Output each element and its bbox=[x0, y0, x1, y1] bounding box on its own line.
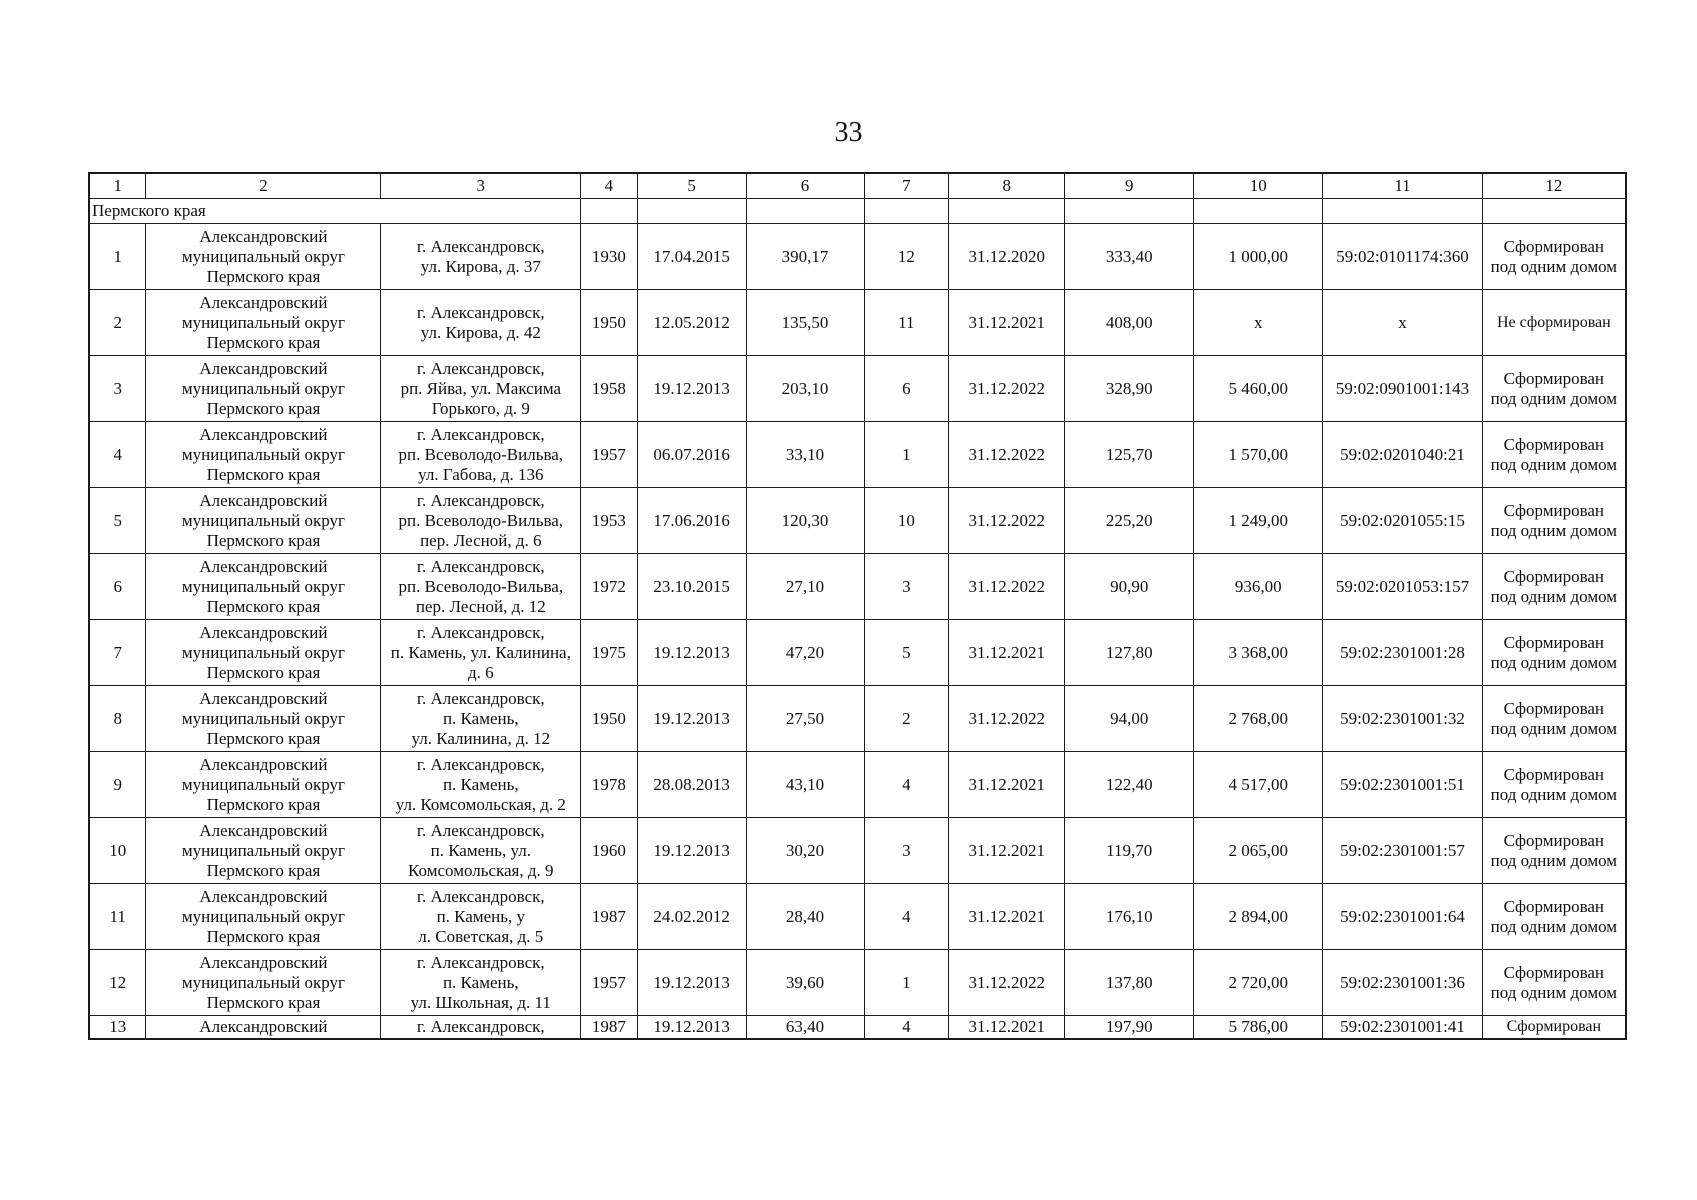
living-area-cell: 30,20 bbox=[746, 818, 864, 884]
land-value-cell: 936,00 bbox=[1194, 554, 1323, 620]
municipality-cell bbox=[146, 488, 381, 554]
inspection-date-cell: 28.08.2013 bbox=[637, 752, 746, 818]
cadastral-number-cell: 59:02:0901001:143 bbox=[1323, 356, 1482, 422]
municipality-cell bbox=[146, 818, 381, 884]
land-status-cell-line: под одним домом bbox=[1490, 586, 1618, 606]
living-area-cell: 120,30 bbox=[746, 488, 864, 554]
address-cell-line: г. Александровск, bbox=[416, 556, 545, 576]
living-area-cell: 28,40 bbox=[746, 884, 864, 950]
address-cell bbox=[381, 884, 581, 950]
address-cell-line: г. Александровск, bbox=[416, 236, 545, 256]
land-area-cell: 137,80 bbox=[1065, 950, 1194, 1016]
resettlement-deadline-cell: 31.12.2021 bbox=[949, 818, 1065, 884]
municipality-cell-line: муниципальный округ bbox=[181, 972, 345, 992]
municipality-cell-line: Пермского края bbox=[206, 662, 321, 682]
municipality-cell-line: муниципальный округ bbox=[181, 246, 345, 266]
address-cell-line: п. Камень, ул. Калинина, bbox=[390, 642, 571, 662]
empty-cell bbox=[746, 199, 864, 224]
empty-cell bbox=[949, 199, 1065, 224]
address-cell bbox=[381, 1016, 581, 1039]
address-cell bbox=[381, 356, 581, 422]
table-row bbox=[90, 422, 1626, 488]
empty-cell bbox=[1065, 199, 1194, 224]
address-cell-line: г. Александровск, bbox=[416, 490, 545, 510]
land-status-cell bbox=[1482, 488, 1625, 554]
inspection-date-cell: 19.12.2013 bbox=[637, 1016, 746, 1039]
municipality-cell-line: Пермского края bbox=[206, 728, 321, 748]
municipality-cell-line: Пермского края bbox=[206, 530, 321, 550]
municipality-cell bbox=[146, 290, 381, 356]
table-row bbox=[90, 752, 1626, 818]
land-status-cell-line: Сформирован bbox=[1503, 368, 1605, 388]
cadastral-number-cell: 59:02:0101174:360 bbox=[1323, 224, 1482, 290]
row-number-cell: 13 bbox=[90, 1016, 146, 1039]
cadastral-number-cell: 59:02:0201040:21 bbox=[1323, 422, 1482, 488]
resettlement-deadline-cell: 31.12.2022 bbox=[949, 554, 1065, 620]
land-status-cell-line: под одним домом bbox=[1490, 388, 1618, 408]
land-value-cell: 2 768,00 bbox=[1194, 686, 1323, 752]
address-cell bbox=[381, 686, 581, 752]
column-header: 6 bbox=[746, 174, 864, 199]
living-area-cell: 43,10 bbox=[746, 752, 864, 818]
land-status-cell-line: Не сформирован bbox=[1496, 313, 1611, 331]
inspection-date-cell: 19.12.2013 bbox=[637, 620, 746, 686]
municipality-cell-line: Александровский bbox=[199, 622, 328, 642]
residents-count-cell: 4 bbox=[864, 884, 949, 950]
land-value-cell: х bbox=[1194, 290, 1323, 356]
land-area-cell: 122,40 bbox=[1065, 752, 1194, 818]
residents-count-cell: 1 bbox=[864, 950, 949, 1016]
residents-count-cell: 6 bbox=[864, 356, 949, 422]
residents-count-cell: 4 bbox=[864, 1016, 949, 1039]
inspection-date-cell: 17.04.2015 bbox=[637, 224, 746, 290]
column-header: 5 bbox=[637, 174, 746, 199]
cadastral-number-cell: 59:02:0201053:157 bbox=[1323, 554, 1482, 620]
address-cell-line: п. Камень, у bbox=[436, 906, 525, 926]
address-cell-line: г. Александровск, bbox=[416, 1017, 545, 1036]
municipality-cell bbox=[146, 224, 381, 290]
land-status-cell-line: под одним домом bbox=[1490, 718, 1618, 738]
land-status-cell bbox=[1482, 1016, 1625, 1039]
address-cell bbox=[381, 488, 581, 554]
cadastral-number-cell: 59:02:2301001:28 bbox=[1323, 620, 1482, 686]
column-header: 11 bbox=[1323, 174, 1482, 199]
land-status-cell bbox=[1482, 818, 1625, 884]
municipality-cell-line: Александровский bbox=[199, 226, 328, 246]
land-status-cell bbox=[1482, 620, 1625, 686]
living-area-cell: 33,10 bbox=[746, 422, 864, 488]
address-cell-line: п. Камень, ул. bbox=[430, 840, 531, 860]
row-number-cell: 5 bbox=[90, 488, 146, 554]
land-status-cell bbox=[1482, 290, 1625, 356]
municipality-cell-line: муниципальный округ bbox=[181, 378, 345, 398]
column-header: 4 bbox=[581, 174, 637, 199]
inspection-date-cell: 06.07.2016 bbox=[637, 422, 746, 488]
cadastral-number-cell: х bbox=[1323, 290, 1482, 356]
land-value-cell: 1 570,00 bbox=[1194, 422, 1323, 488]
land-area-cell: 197,90 bbox=[1065, 1016, 1194, 1039]
land-status-cell bbox=[1482, 356, 1625, 422]
land-status-cell-line: Сформирован bbox=[1503, 434, 1605, 454]
municipality-cell-line: Александровский bbox=[199, 820, 328, 840]
land-area-cell: 328,90 bbox=[1065, 356, 1194, 422]
inspection-date-cell: 19.12.2013 bbox=[637, 356, 746, 422]
address-cell-line: Горького, д. 9 bbox=[431, 398, 530, 418]
resettlement-deadline-cell: 31.12.2022 bbox=[949, 686, 1065, 752]
municipality-cell bbox=[146, 884, 381, 950]
municipality-cell-line: Пермского края bbox=[206, 992, 321, 1012]
land-status-cell-line: Сформирован bbox=[1503, 698, 1605, 718]
municipality-cell-line: муниципальный округ bbox=[181, 774, 345, 794]
cadastral-number-cell: 59:02:0201055:15 bbox=[1323, 488, 1482, 554]
row-number-cell: 2 bbox=[90, 290, 146, 356]
inspection-date-cell: 19.12.2013 bbox=[637, 818, 746, 884]
address-cell-line: рп. Яйва, ул. Максима bbox=[400, 378, 562, 398]
land-value-cell: 2 894,00 bbox=[1194, 884, 1323, 950]
row-number-cell: 1 bbox=[90, 224, 146, 290]
address-cell-line: л. Советская, д. 5 bbox=[418, 926, 544, 946]
municipality-cell-line: Александровский bbox=[199, 1017, 328, 1036]
municipality-cell-line: Александровский bbox=[199, 424, 328, 444]
inspection-date-cell: 24.02.2012 bbox=[637, 884, 746, 950]
resettlement-deadline-cell: 31.12.2021 bbox=[949, 884, 1065, 950]
cadastral-number-cell: 59:02:2301001:36 bbox=[1323, 950, 1482, 1016]
land-status-cell bbox=[1482, 884, 1625, 950]
municipality-cell-line: муниципальный округ bbox=[181, 840, 345, 860]
land-status-cell-line: Сформирован bbox=[1503, 236, 1605, 256]
inspection-date-cell: 19.12.2013 bbox=[637, 686, 746, 752]
living-area-cell: 390,17 bbox=[746, 224, 864, 290]
residents-count-cell: 4 bbox=[864, 752, 949, 818]
table-body bbox=[90, 174, 1626, 1039]
table-row bbox=[90, 356, 1626, 422]
column-header: 7 bbox=[864, 174, 949, 199]
land-status-cell-line: Сформирован bbox=[1503, 500, 1605, 520]
land-status-cell-line: под одним домом bbox=[1490, 982, 1618, 1002]
cadastral-number-cell: 59:02:2301001:57 bbox=[1323, 818, 1482, 884]
land-status-cell-line: Сформирован bbox=[1503, 764, 1605, 784]
inspection-date-cell: 23.10.2015 bbox=[637, 554, 746, 620]
municipality-cell bbox=[146, 686, 381, 752]
build-year-cell: 1972 bbox=[581, 554, 637, 620]
build-year-cell: 1987 bbox=[581, 884, 637, 950]
address-cell-line: г. Александровск, bbox=[416, 754, 545, 774]
living-area-cell: 47,20 bbox=[746, 620, 864, 686]
municipality-cell bbox=[146, 356, 381, 422]
cadastral-number-cell: 59:02:2301001:51 bbox=[1323, 752, 1482, 818]
residents-count-cell: 3 bbox=[864, 818, 949, 884]
land-value-cell: 1 249,00 bbox=[1194, 488, 1323, 554]
municipality-cell-line: Александровский bbox=[199, 556, 328, 576]
build-year-cell: 1987 bbox=[581, 1016, 637, 1039]
address-cell-line: рп. Всеволодо-Вильва, bbox=[398, 576, 564, 596]
table-row bbox=[90, 290, 1626, 356]
column-header: 3 bbox=[381, 174, 581, 199]
municipality-cell-line: муниципальный округ bbox=[181, 708, 345, 728]
row-number-cell: 7 bbox=[90, 620, 146, 686]
municipality-cell-line: Пермского края bbox=[206, 596, 321, 616]
residents-count-cell: 3 bbox=[864, 554, 949, 620]
address-cell-line: г. Александровск, bbox=[416, 688, 545, 708]
land-status-cell-line: под одним домом bbox=[1490, 784, 1618, 804]
row-number-cell: 6 bbox=[90, 554, 146, 620]
land-value-cell: 3 368,00 bbox=[1194, 620, 1323, 686]
table-row bbox=[90, 488, 1626, 554]
land-status-cell-line: под одним домом bbox=[1490, 652, 1618, 672]
address-cell-line: рп. Всеволодо-Вильва, bbox=[398, 510, 564, 530]
living-area-cell: 27,10 bbox=[746, 554, 864, 620]
address-cell-line: г. Александровск, bbox=[416, 622, 545, 642]
land-value-cell: 5 460,00 bbox=[1194, 356, 1323, 422]
municipality-cell-line: Александровский bbox=[199, 952, 328, 972]
address-cell bbox=[381, 950, 581, 1016]
land-status-cell-line: Сформирован bbox=[1503, 566, 1605, 586]
address-cell-line: ул. Школьная, д. 11 bbox=[410, 992, 551, 1012]
land-status-cell bbox=[1482, 422, 1625, 488]
empty-cell bbox=[1323, 199, 1482, 224]
inspection-date-cell: 19.12.2013 bbox=[637, 950, 746, 1016]
residents-count-cell: 5 bbox=[864, 620, 949, 686]
municipality-cell-line: муниципальный округ bbox=[181, 906, 345, 926]
land-status-cell-line: под одним домом bbox=[1490, 454, 1618, 474]
column-header: 12 bbox=[1482, 174, 1625, 199]
empty-cell bbox=[637, 199, 746, 224]
row-number-cell: 8 bbox=[90, 686, 146, 752]
cadastral-number-cell: 59:02:2301001:41 bbox=[1323, 1016, 1482, 1039]
resettlement-deadline-cell: 31.12.2022 bbox=[949, 356, 1065, 422]
living-area-cell: 27,50 bbox=[746, 686, 864, 752]
land-status-cell bbox=[1482, 950, 1625, 1016]
column-header: 10 bbox=[1194, 174, 1323, 199]
municipality-cell-line: Александровский bbox=[199, 490, 328, 510]
column-header: 1 bbox=[90, 174, 146, 199]
municipality-cell-line: Александровский bbox=[199, 688, 328, 708]
municipality-cell-line: Пермского края bbox=[206, 464, 321, 484]
address-cell-line: пер. Лесной, д. 12 bbox=[415, 596, 546, 616]
residents-count-cell: 12 bbox=[864, 224, 949, 290]
living-area-cell: 39,60 bbox=[746, 950, 864, 1016]
municipality-cell bbox=[146, 752, 381, 818]
municipality-cell-line: Пермского края bbox=[206, 398, 321, 418]
inspection-date-cell: 12.05.2012 bbox=[637, 290, 746, 356]
land-value-cell: 2 720,00 bbox=[1194, 950, 1323, 1016]
resettlement-deadline-cell: 31.12.2021 bbox=[949, 1016, 1065, 1039]
address-cell bbox=[381, 554, 581, 620]
address-cell-line: рп. Всеволодо-Вильва, bbox=[398, 444, 564, 464]
municipality-cell-line: Пермского края bbox=[206, 266, 321, 286]
build-year-cell: 1950 bbox=[581, 686, 637, 752]
empty-cell bbox=[1194, 199, 1323, 224]
empty-cell bbox=[581, 199, 637, 224]
municipality-cell-line: Александровский bbox=[199, 358, 328, 378]
region-continuation-row bbox=[90, 199, 1626, 224]
land-status-cell-line: под одним домом bbox=[1490, 916, 1618, 936]
land-status-cell bbox=[1482, 224, 1625, 290]
address-cell bbox=[381, 620, 581, 686]
land-status-cell-line: Сформирован bbox=[1503, 830, 1605, 850]
address-cell bbox=[381, 224, 581, 290]
address-cell-line: пер. Лесной, д. 6 bbox=[420, 530, 542, 550]
residents-count-cell: 2 bbox=[864, 686, 949, 752]
build-year-cell: 1975 bbox=[581, 620, 637, 686]
table-row bbox=[90, 1016, 1626, 1039]
table-row bbox=[90, 818, 1626, 884]
address-cell-line: ул. Кирова, д. 37 bbox=[420, 256, 541, 276]
residents-count-cell: 10 bbox=[864, 488, 949, 554]
municipality-cell-line: муниципальный округ bbox=[181, 576, 345, 596]
address-cell-line: п. Камень, bbox=[442, 774, 519, 794]
row-number-cell: 11 bbox=[90, 884, 146, 950]
table-row bbox=[90, 224, 1626, 290]
land-status-cell-line: под одним домом bbox=[1490, 850, 1618, 870]
land-area-cell: 127,80 bbox=[1065, 620, 1194, 686]
land-status-cell-line: Сформирован bbox=[1503, 632, 1605, 652]
land-status-cell-line: Сформирован bbox=[1503, 962, 1605, 982]
inspection-date-cell: 17.06.2016 bbox=[637, 488, 746, 554]
column-header: 9 bbox=[1065, 174, 1194, 199]
land-value-cell: 2 065,00 bbox=[1194, 818, 1323, 884]
resettlement-deadline-cell: 31.12.2022 bbox=[949, 488, 1065, 554]
address-cell-line: ул. Кирова, д. 42 bbox=[420, 322, 541, 342]
address-cell bbox=[381, 290, 581, 356]
address-cell bbox=[381, 422, 581, 488]
column-number-header-row bbox=[90, 174, 1626, 199]
living-area-cell: 63,40 bbox=[746, 1016, 864, 1039]
municipality-cell bbox=[146, 620, 381, 686]
municipality-cell bbox=[146, 1016, 381, 1039]
resettlement-deadline-cell: 31.12.2021 bbox=[949, 752, 1065, 818]
municipality-cell-line: Пермского края bbox=[206, 926, 321, 946]
municipality-cell-line: муниципальный округ bbox=[181, 642, 345, 662]
address-cell bbox=[381, 752, 581, 818]
land-status-cell-line: Сформирован bbox=[1503, 896, 1605, 916]
address-cell-line: г. Александровск, bbox=[416, 358, 545, 378]
municipality-cell-line: Александровский bbox=[199, 292, 328, 312]
row-number-cell: 3 bbox=[90, 356, 146, 422]
address-cell-line: ул. Комсомольская, д. 2 bbox=[395, 794, 566, 814]
build-year-cell: 1930 bbox=[581, 224, 637, 290]
resettlement-deadline-cell: 31.12.2022 bbox=[949, 422, 1065, 488]
land-status-cell-line: Сформирован bbox=[1506, 1018, 1602, 1035]
address-cell-line: г. Александровск, bbox=[416, 820, 545, 840]
address-cell-line: п. Камень, bbox=[442, 708, 519, 728]
empty-cell bbox=[864, 199, 949, 224]
build-year-cell: 1953 bbox=[581, 488, 637, 554]
land-area-cell: 225,20 bbox=[1065, 488, 1194, 554]
land-status-cell bbox=[1482, 554, 1625, 620]
address-cell-line: г. Александровск, bbox=[416, 886, 545, 906]
land-area-cell: 94,00 bbox=[1065, 686, 1194, 752]
column-header: 8 bbox=[949, 174, 1065, 199]
region-label: Пермского края bbox=[90, 199, 581, 224]
address-cell bbox=[381, 818, 581, 884]
address-cell-line: г. Александровск, bbox=[416, 424, 545, 444]
resettlement-deadline-cell: 31.12.2022 bbox=[949, 950, 1065, 1016]
land-status-cell bbox=[1482, 686, 1625, 752]
table-row bbox=[90, 554, 1626, 620]
cadastral-number-cell: 59:02:2301001:64 bbox=[1323, 884, 1482, 950]
address-cell-line: Комсомольская, д. 9 bbox=[408, 860, 554, 880]
land-area-cell: 90,90 bbox=[1065, 554, 1194, 620]
municipality-cell-line: Пермского края bbox=[206, 860, 321, 880]
municipality-cell bbox=[146, 422, 381, 488]
table-row bbox=[90, 620, 1626, 686]
resettlement-deadline-cell: 31.12.2020 bbox=[949, 224, 1065, 290]
address-cell-line: д. 6 bbox=[467, 662, 494, 682]
land-area-cell: 176,10 bbox=[1065, 884, 1194, 950]
address-cell-line: п. Камень, bbox=[442, 972, 519, 992]
table-row bbox=[90, 884, 1626, 950]
build-year-cell: 1978 bbox=[581, 752, 637, 818]
municipality-cell-line: Пермского края bbox=[206, 332, 321, 352]
municipality-cell bbox=[146, 950, 381, 1016]
land-area-cell: 333,40 bbox=[1065, 224, 1194, 290]
row-number-cell: 4 bbox=[90, 422, 146, 488]
resettlement-deadline-cell: 31.12.2021 bbox=[949, 290, 1065, 356]
column-header: 2 bbox=[146, 174, 381, 199]
land-area-cell: 408,00 bbox=[1065, 290, 1194, 356]
table-row bbox=[90, 686, 1626, 752]
land-area-cell: 125,70 bbox=[1065, 422, 1194, 488]
municipality-cell-line: муниципальный округ bbox=[181, 444, 345, 464]
land-area-cell: 119,70 bbox=[1065, 818, 1194, 884]
cadastral-number-cell: 59:02:2301001:32 bbox=[1323, 686, 1482, 752]
municipality-cell-line: Пермского края bbox=[206, 794, 321, 814]
address-cell-line: г. Александровск, bbox=[416, 302, 545, 322]
page-number: 33 bbox=[834, 117, 863, 148]
build-year-cell: 1950 bbox=[581, 290, 637, 356]
municipality-cell bbox=[146, 554, 381, 620]
municipality-cell-line: Александровский bbox=[199, 886, 328, 906]
row-number-cell: 9 bbox=[90, 752, 146, 818]
build-year-cell: 1958 bbox=[581, 356, 637, 422]
table-row bbox=[90, 950, 1626, 1016]
land-status-cell bbox=[1482, 752, 1625, 818]
residents-count-cell: 1 bbox=[864, 422, 949, 488]
land-status-cell-line: под одним домом bbox=[1490, 256, 1618, 276]
living-area-cell: 135,50 bbox=[746, 290, 864, 356]
municipality-cell-line: муниципальный округ bbox=[181, 312, 345, 332]
land-value-cell: 1 000,00 bbox=[1194, 224, 1323, 290]
address-cell-line: ул. Габова, д. 136 bbox=[418, 464, 544, 484]
residents-count-cell: 11 bbox=[864, 290, 949, 356]
land-status-cell-line: под одним домом bbox=[1490, 520, 1618, 540]
row-number-cell: 12 bbox=[90, 950, 146, 1016]
housing-registry-table bbox=[89, 173, 1626, 1039]
living-area-cell: 203,10 bbox=[746, 356, 864, 422]
build-year-cell: 1957 bbox=[581, 950, 637, 1016]
build-year-cell: 1957 bbox=[581, 422, 637, 488]
empty-cell bbox=[1482, 199, 1625, 224]
land-value-cell: 4 517,00 bbox=[1194, 752, 1323, 818]
municipality-cell-line: муниципальный округ bbox=[181, 510, 345, 530]
row-number-cell: 10 bbox=[90, 818, 146, 884]
build-year-cell: 1960 bbox=[581, 818, 637, 884]
land-value-cell: 5 786,00 bbox=[1194, 1016, 1323, 1039]
municipality-cell-line: Александровский bbox=[199, 754, 328, 774]
address-cell-line: ул. Калинина, д. 12 bbox=[411, 728, 551, 748]
resettlement-deadline-cell: 31.12.2021 bbox=[949, 620, 1065, 686]
address-cell-line: г. Александровск, bbox=[416, 952, 545, 972]
